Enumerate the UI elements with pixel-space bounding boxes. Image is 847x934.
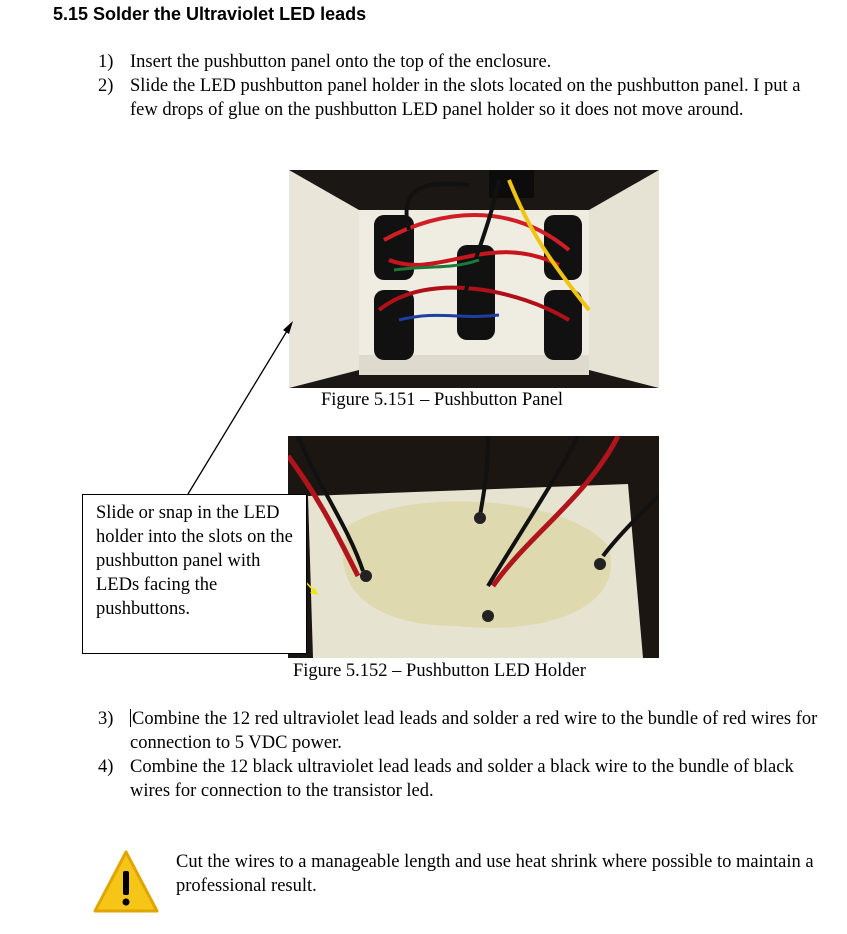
callout-arrowhead bbox=[283, 321, 293, 334]
warning-icon bbox=[92, 849, 160, 915]
step-text: Combine the 12 red ultraviolet lead leads and solder a red wire to the bundle of red wires for connection to 5 VDC power. bbox=[130, 709, 818, 753]
section-heading: 5.15 Solder the Ultraviolet LED leads bbox=[53, 4, 367, 24]
step-text: Insert the pushbutton panel onto the top of the enclosure. bbox=[130, 52, 552, 72]
yellow-arrowhead bbox=[310, 588, 318, 595]
list-item bbox=[98, 707, 818, 755]
callout-text: Slide or snap in the LED holder into the slots on the pushbutton panel with LEDs facing the pushbuttons. bbox=[96, 503, 293, 619]
figure-caption: Figure 5.152 – Pushbutton LED Holder bbox=[293, 661, 586, 681]
step-text: Combine the 12 black ultraviolet lead leads and solder a black wire to the bundle of black wires for connection to the transistor led. bbox=[130, 757, 794, 801]
step-number: 4) bbox=[98, 757, 114, 777]
step-number: 1) bbox=[98, 52, 114, 72]
step-number: 2) bbox=[98, 76, 114, 96]
step-number: 3) bbox=[98, 709, 114, 729]
text-cursor bbox=[130, 709, 131, 727]
list-item bbox=[98, 755, 818, 803]
callout-box bbox=[82, 494, 307, 654]
step-text: Slide the LED pushbutton panel holder in the slots located on the pushbutton panel. I put a few drops of glue on the pushbutton LED panel holder so it does not move around. bbox=[130, 76, 801, 120]
warning-text: Cut the wires to a manageable length and use heat shrink where possible to maintain a professional result. bbox=[176, 852, 814, 896]
figure-caption: Figure 5.151 – Pushbutton Panel bbox=[321, 390, 564, 410]
callout-arrow-line bbox=[188, 326, 290, 494]
